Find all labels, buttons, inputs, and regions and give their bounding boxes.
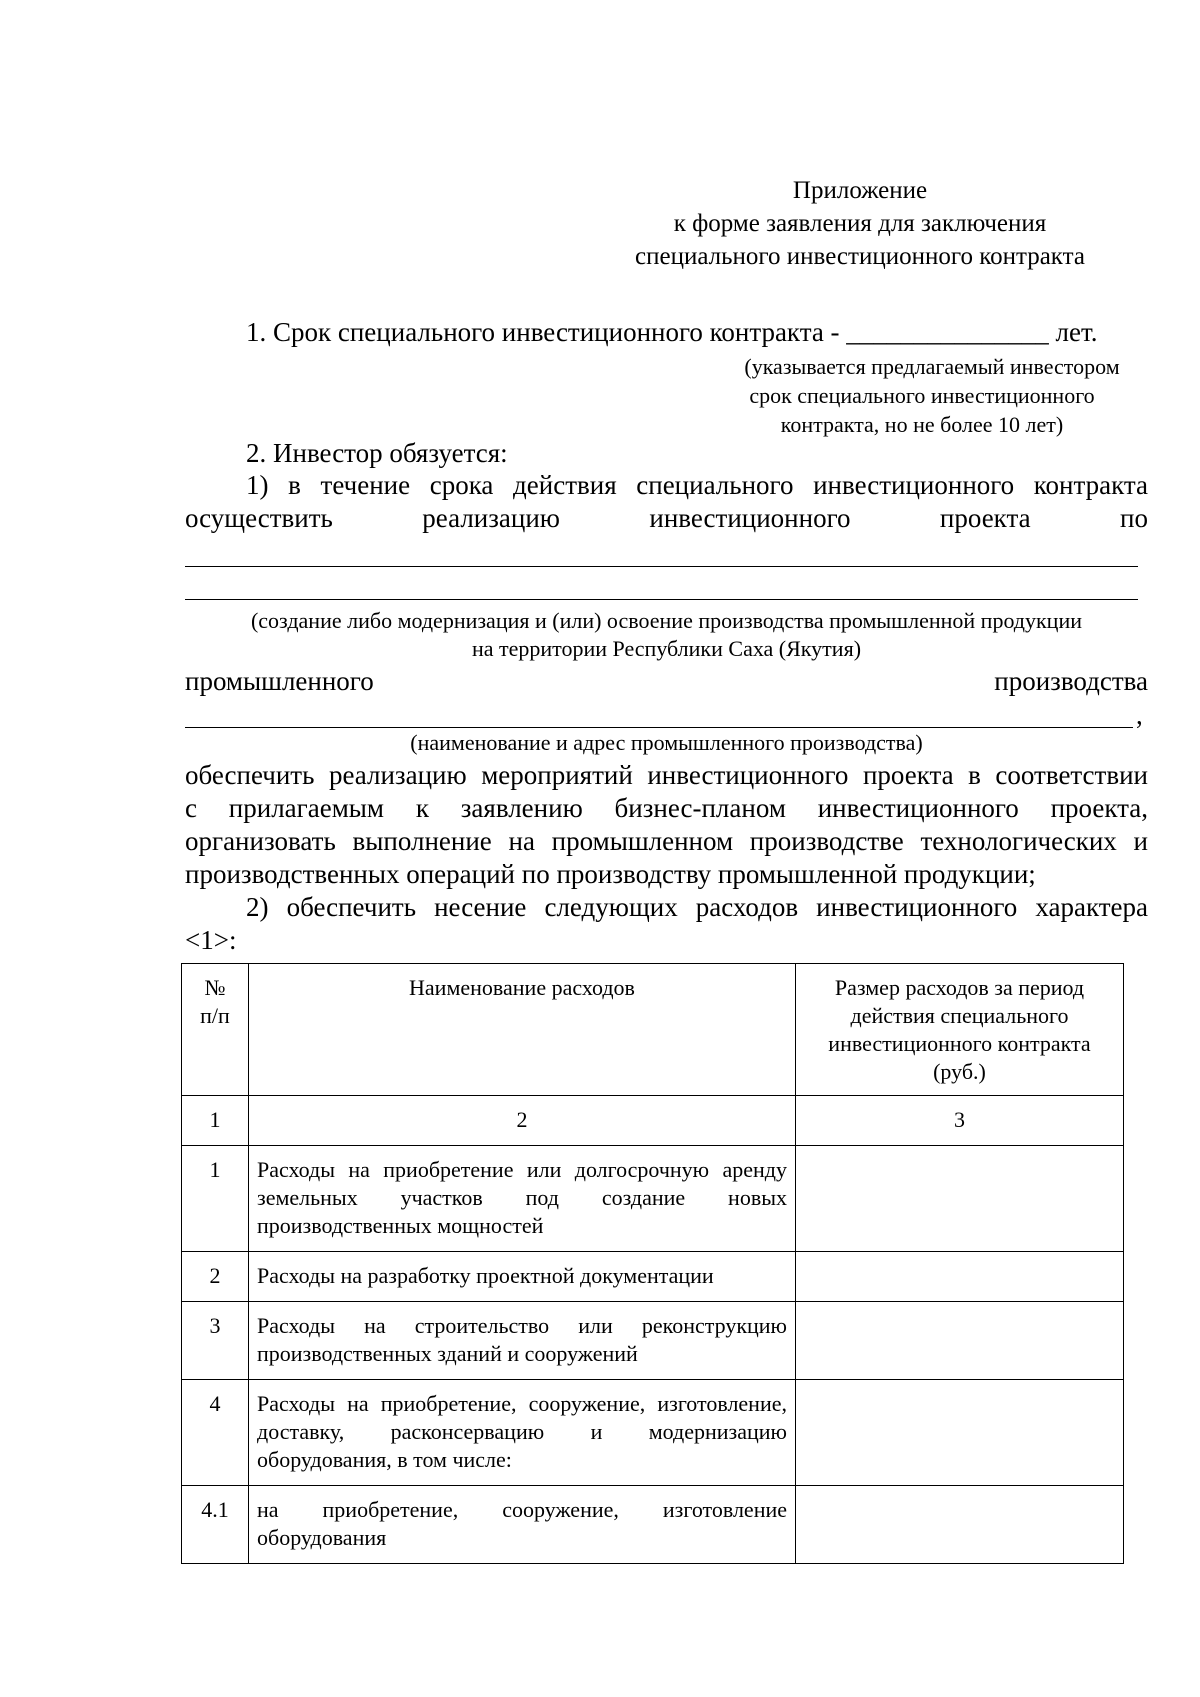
header-num-abbrev: п/п xyxy=(200,1003,230,1028)
table-row xyxy=(182,1146,1124,1252)
header-line-form: к форме заявления для заключения xyxy=(673,210,1047,237)
header-name-cell xyxy=(249,964,796,1096)
header-num-symbol: № xyxy=(204,975,226,1000)
row-expense-value[interactable] xyxy=(796,1486,1124,1564)
paragraph-text: с прилагаемым к заявлению бизнес-планом инвестиционного проекта, xyxy=(185,793,1148,823)
header-size-cell xyxy=(796,964,1124,1096)
column-number-cell: 2 xyxy=(249,1096,796,1146)
table-row xyxy=(182,1302,1124,1380)
row-number: 4 xyxy=(182,1380,249,1486)
row-expense-name: на приобретение, сооружение, изготовление оборудования xyxy=(249,1486,796,1564)
word: проекта xyxy=(939,503,1031,533)
paragraph-line4: производственных операций по производству промышленной продукции; xyxy=(185,859,1036,889)
header-size-line: действия специального xyxy=(850,1003,1069,1028)
blank-line-production xyxy=(185,727,1133,728)
column-number-cell: 1 xyxy=(182,1096,249,1146)
creation-note-line2: на территории Республики Саха (Якутия) xyxy=(471,636,862,661)
industrial-production-line xyxy=(185,666,1148,697)
row-expense-value[interactable] xyxy=(796,1252,1124,1302)
item1-line1 xyxy=(246,470,1148,501)
column-number-row xyxy=(182,1096,1124,1146)
header-line-contract: специального инвестиционного контракта xyxy=(635,243,1085,270)
item2-line2: <1>: xyxy=(185,925,237,955)
paragraph-text: обеспечить реализацию мероприятий инвестиционного проекта в соответствии xyxy=(185,760,1148,790)
item2-text: 2) обеспечить несение следующих расходов инвестиционного характера xyxy=(246,892,1148,922)
row-expense-name: Расходы на разработку проектной документации xyxy=(249,1252,796,1302)
word: производства xyxy=(994,666,1148,696)
term-note-line3: контракта, но не более 10 лет) xyxy=(780,412,1064,437)
row-expense-name: Расходы на строительство или реконструкцию производственных зданий и сооружений xyxy=(249,1302,796,1380)
contract-term-line: 1. Срок специального инвестиционного контракта - _______________ лет. xyxy=(246,317,1098,347)
table-header-row xyxy=(182,964,1124,1096)
term-note-line2: срок специального инвестиционного xyxy=(749,383,1095,408)
blank-line-project-1 xyxy=(185,566,1138,567)
table-row xyxy=(182,1252,1124,1302)
name-address-note: (наименование и адрес промышленного производства) xyxy=(410,730,923,755)
row-expense-name: Расходы на приобретение, сооружение, изготовление, доставку, расконсервацию и модернизацию оборудования, в том числе: xyxy=(249,1380,796,1486)
creation-note-line1: (создание либо модернизация и (или) освоение производства промышленной продукции xyxy=(250,608,1083,633)
item1-line2 xyxy=(185,503,1148,534)
word: промышленного xyxy=(185,666,374,696)
column-number-cell: 3 xyxy=(796,1096,1124,1146)
row-expense-value[interactable] xyxy=(796,1146,1124,1252)
item2-line1 xyxy=(246,892,1148,923)
paragraph-line2 xyxy=(185,793,1148,824)
row-number: 3 xyxy=(182,1302,249,1380)
table-row xyxy=(182,1380,1124,1486)
item1-text: 1) в течение срока действия специального инвестиционного контракта xyxy=(246,470,1148,500)
header-size-line: инвестиционного контракта xyxy=(828,1031,1091,1056)
paragraph-line1 xyxy=(185,760,1148,791)
word: реализацию xyxy=(422,503,560,533)
trailing-comma: , xyxy=(1136,700,1143,730)
header-line-appendix: Приложение xyxy=(792,177,928,204)
word: инвестиционного xyxy=(649,503,851,533)
row-number: 1 xyxy=(182,1146,249,1252)
header-num-cell xyxy=(182,964,249,1096)
paragraph-line3 xyxy=(185,826,1148,857)
row-number: 2 xyxy=(182,1252,249,1302)
header-size-line: Размер расходов за период xyxy=(834,975,1085,1000)
header-size-line: (руб.) xyxy=(933,1059,986,1084)
term-note-line1: (указывается предлагаемый инвестором xyxy=(744,354,1120,379)
row-expense-name: Расходы на приобретение или долгосрочную аренду земельных участков под создание новых производственных мощностей xyxy=(249,1146,796,1252)
word: осуществить xyxy=(185,503,333,533)
row-expense-value[interactable] xyxy=(796,1302,1124,1380)
row-expense-value[interactable] xyxy=(796,1380,1124,1486)
word: по xyxy=(1120,503,1148,533)
table-row xyxy=(182,1486,1124,1564)
row-number: 4.1 xyxy=(182,1486,249,1564)
paragraph-text: организовать выполнение на промышленном производстве технологических и xyxy=(185,826,1148,856)
blank-line-project-2 xyxy=(185,599,1138,600)
investor-obligations-title: 2. Инвестор обязуется: xyxy=(246,438,508,468)
expenses-table xyxy=(181,963,1124,1564)
header-name-label: Наименование расходов xyxy=(409,975,635,1000)
